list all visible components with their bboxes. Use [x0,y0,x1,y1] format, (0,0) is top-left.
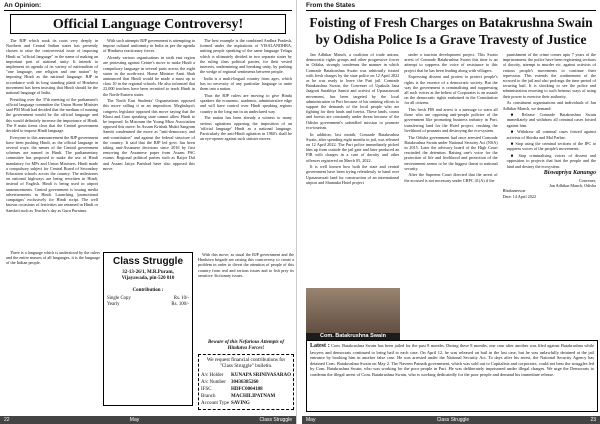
footer-brand: Class Struggle [259,417,292,423]
contribution-label: Contribution : [132,288,164,293]
bank-row-key: A/c Holder [201,373,224,379]
article-column-3 [503,52,596,338]
paragraph: The Odisha government had once arrested Comrade Batakrushna Swain under National Security Act (NSA) in 2015. Later the advisory board of the High Court rescinded the detention. Raising one's voice for the protection of life and livelihood and protection of the environment seems to be the biggest threat to national security. [404,134,498,171]
footer-month: May [129,417,140,423]
address-line: 32-13-26/1, M.R.Puram, [122,270,174,275]
article-title: Foisting of Fresh Charges on Batakrushna Swain by Odisha Police Is a Grave Travesty of Justice [309,15,593,47]
section-rule [306,10,596,11]
paragraph: Expressing dissent and protest to protect people's rights is the essence of a democratic society. But the way the government is criminalising and suppressing all such voices at the behest of Corporates is an assault on the democratic rights enshrined in the Constitution for all citizens. [404,74,498,106]
bank-row-key: IFSC [201,387,212,393]
bank-row-value: MACHILIPATNAM [231,394,276,400]
appeal-heading: We request financial contributions for "Class Struggle" bulletin. [206,357,286,370]
latest-label: Latest : [310,343,330,349]
page-footer-left [0,416,296,424]
bank-row [201,400,291,407]
signoff-org: Jan Adhikar Manch, Odisha [549,183,596,189]
beware-line: Beware of this Nefarious Attempts of Hindutva Forces! [207,340,285,352]
paragraph: Everyone to this announcement the BJP government have been pushing Hindi, as the official language in several ways: the names of the Central government schemes are named in Hindi. The parliamentary committee has proposed to make the use of Hindi mandatory for MPs and Union Ministers. Hindi made a compulsory subject for Central Board of Secondary Education schools across the country. The milestones on national highways are being rewritten in Hindi, instead of English. Hindi is being used in airport announcements. Central government is issuing media advertisements in Hindi. Launching 'promotional campaigns' exclusively for Hindi script. The well known occasions of festivities are renamed in Hindi or Sanskrit such as Teacher's day as Guru Purnima. [6,134,98,213]
section-label: From the States [306,2,356,9]
bank-row-value: 30436385260 [231,380,259,386]
page-number: 22 [4,417,10,423]
bank-row [201,379,291,386]
bank-row [201,372,291,379]
signoff-place: Bhubaneswar [502,188,526,194]
appeal-box [198,252,294,406]
page-number: 23 [590,417,596,423]
paragraph: Thus the BJP rulers are moving to give Hindu speakers the economic, academic, administrative edge and will have control over Hindi speaking regions country in the long run in an undeclared way. [200,93,292,114]
single-copy-label: Single Copy [107,296,131,301]
paragraph: With such attempts BJP government is attempting to impose cultural uniformity in India as per the agenda of Hindutva reactionary forces. [103,38,195,54]
latest-box [306,340,598,412]
bank-row-key: Account Type [201,401,230,407]
demand-text: Stop using the criminal sections of the IPC to suppress voices of the people's movements. [506,141,596,152]
paragraph: This fresh FIR and arrest is a message to warn all those who are opposing anti-people policies of the government like promoting business industry in Puri, transferring land for the Hotel project, crushing the livelihood of peasants and destroying the eco-system. [404,107,498,133]
paragraph: With this move, as usual the BJP government and the Hindutva brigade are raising this controversy to create a problem in order to divert the attention of people of this country from real and serious issues and to fish prey its sensitive /fictionary issues. [198,252,294,278]
bank-row [201,386,291,393]
article-column-1b [6,250,100,410]
demand-text: Withdraw all criminal cases foisted against activists of Shirdia and Mal Parbat. [506,129,596,140]
demand-bullet: ■ Stop criminalising voices of dissent and opposition to projects that hurt the people and the land and destroy the ecosystem. [506,153,596,169]
article-continuation [6,250,100,410]
class-struggle-title: Class Struggle [112,256,184,267]
page-footer-right [302,416,600,424]
photo-caption: Com. Batakrushna Swain [306,333,400,340]
paragraph: In addition, last month, Comrade Batakrushna Swain, after spending eight months in jail, was released on 12 April 2022. The Puri police immediately picked him up from outside the jail gate and later produced an FIR with charges in a case of dacoity and other offences registered on March 05, 2022. [306,131,400,163]
bank-row-key: Branch [201,394,216,400]
article-column-2 [103,38,195,248]
paragraph: There is a language which is understood by the rulers and the entire masses of all languages, it is the language of the Indian people. [6,250,100,266]
paragraph: The best example is the combined Andhra Pradesh, formed under the aspirations of VISALANDHRA, uniting people speaking of the same language Telugu which is ultimately divided in two separate states by the ruling class political parties, for their vested interests, undermining and breaking unity, by pushing the wedge of regional sentiments between people. [200,38,292,75]
paragraph: The nation has been already a witness to many serious agitations opposing the imposition of an 'official language' Hindi as a national language. Particularly the anti-Hindi agitation in 1960's shall be an eye-opener against such sinister moves. [200,115,292,142]
city-line: Vijayawada, pin-520 010 [121,276,175,281]
section-label: An Opinion: [4,2,42,9]
yearly-label: Yearly [107,302,120,307]
bank-row-value: HDFC0004188 [231,387,263,393]
paragraph: Jan Adhikar Manch, a coalition of trade unions, democratic rights groups and other progressive forces in Odisha, strongly condemns the manner in which Comrade Batakrushna Swain was arbitrarily foisted with fresh charges by the state police on 12 April 2022 as he was ready to leave the Puri jail. Comrade Batakrushna Swain, the Convener of Upakula Jana Jaagrati Surakhya Samiti and activist of Upasaraswati movement, has been targeted by the local administration in Puri because of his untiring efforts to support the demands of the local people who are fighting for their lands and forests. These lands, coasts and forests are constantly under threat because of the Odisha government's unbridled mission to promote eco-tourism. [306,52,400,130]
paragraph: India is a multi-lingual country from ages, which has no necessity of any particular language to unite them into a nation. [200,75,292,92]
demand-text: Release Comrade Batakrushna Swain immediately and withdraw all criminal cases foisted against him. [506,112,596,128]
paragraph: Already various organisations in sixth east region are protesting against Centre's move to make Hindi a compulsory language in several parts across the eight states in the north-east. Home Minister Amit Shah announced that Hindi would be made a must up to class 10 in the regional schools. He also informed that 22,000 teachers have been recruited to teach Hindi in the North-Eastern states. [103,55,195,97]
signoff-role: Convener, [578,177,596,183]
demand-text: Stop criminalising voices of dissent and opposition to projects that hurt the people and the land and destroy the ecosystem. [506,153,596,169]
bank-row-value: SAVING [231,401,250,407]
latest-text: Com. Batakrushna Swain has been jailed for the past 8 months. During these 8 months, one case after another was filed against Batakrushna while lawyers and democrats continued to bring bail to each case. On April 12, he was released on bail in the last case, but he was unlawfully detained at the jail entrance by booking him in another false case. He was arrested under the National Security Act. To days after his arrest, the National Security Agency has detained Com. Batakrushna Swain on May 2. The Naveen Patnaik government, which was sold out to Capitalists and corporates, could not bear the struggles led by Com. Batakrushna Swain, who was working for the poor people in Puri. He was deliberately imprisoned under illegal charges. We urge the Democrats to condemn the illegal arrest of Com. Batakrushna Swain, who is working dedicatedly for the poor people and demand his immediate release. [310,343,594,377]
bank-details-box [198,354,294,410]
right-page [302,0,600,424]
article-title: Official Language Controversy! [10,14,286,34]
article-columns [6,38,292,248]
signoff-name: Biswapriya Kanungo [543,169,596,176]
footer-brand: Class Struggle [436,417,470,423]
article-column-2 [404,52,497,338]
demand-bullet: ■ Release Comrade Batakrushna Swain immediately and withdraw all criminal cases foisted against him. [506,112,596,128]
yearly-row [107,302,189,308]
yearly-value: Rs. 100/- [171,302,189,307]
paragraph: The North East Students' Organisations opposed this move calling it as an imposition. Meghalaya's congress legislator opposed this move saying that the Khasi and Garo speaking state cannot allow Hindi to be imposed. In Mizoram the Young Mizo Association opposed this move. In Assam Krishak Mukti Sangram Samiti condemned the move as "anti-democracy and anti-constitution" and against the federal structure of the country. It said that the BJP led govt. has been taking anti-Assamese decisions since 2016 by first removing the Assamese paper from Assam PSC exams. Regional political parties such as Raijor Dal and Assam Jatiya Parishad have also opposed this move. [103,98,195,171]
section-rule [4,10,292,11]
bank-row [201,393,291,400]
paragraph: under a tourism development project. This Swain arrest of Comrade Batakrushna Swain this time is an attempt to suppress the voice of resistance to this project that he has been leading along with villagers. [404,52,498,73]
single-copy-value: Rs. 10/- [173,296,189,301]
demand-bullet: ■ Withdraw all criminal cases foisted against activists of Shirdia and Mal Parbat. [506,129,596,140]
paragraph: The BJP which sunk its roots very deeply in Northern and Central Indian states has presently chosen to raise the controversial issue of imposing Hindi as "official language" in the name of making an important part of national unity. It intends to implement its agenda of its variety of nationalism of "one language, one religion and one nation" by imposing Hindi as the national language. BJP in accordance with its long standing plank of Hindutva movement has been insisting that Hindi should be the national language of India. [6,38,98,96]
paragraph: punishment of the crime comes upto 7 years of the imprisonment, the police have been registering sections of dacoity, attempt to murder etc. against activists of various people's movements to continue their repression. This extends the confinement of the accused to the jail and also prolongs the time period of securing bail. It is shocking to see the police and administration resorting to such heinous ways of using their power to exercise their authority. [502,52,596,99]
paragraph: Presiding over the 37th meeting of the parliament's official language committee the Union Home Minister said PM Modi had decided that the medium of running the government would be the official language and this would definitely increase the importance of Hindi. The 8 main items clear that the Central government decided to impose Hindi language. [6,96,98,133]
paragraph: It is well known how both the state and central government have been trying relentlessly to hand over Upasaraswati land for construction of an international airport and Shamuka Hotel project [306,164,400,185]
footer-month: May [306,417,316,423]
article-column-3 [200,38,292,248]
class-struggle-box [103,252,193,406]
paragraph: As constituent organisations and individuals of Jan Adhikar Manch, we demand: [502,100,596,111]
left-page [0,0,297,424]
signoff-date: Date: 14 April 2022 [502,193,537,199]
article-column-3b [198,252,294,338]
bank-row-value: KUNAPA SRINIVASARAO [231,373,291,379]
bank-row-key: A/c Number [201,380,226,386]
demand-bullet: ■ Stop using the criminal sections of the IPC to suppress voices of the people's movements. [506,141,596,152]
portrait-photo [306,288,400,336]
paragraph: After the Supreme Court directed that the arrest of the accused is not necessary under CRPC 41(A) if the [404,172,498,183]
article-column-1 [6,38,98,248]
